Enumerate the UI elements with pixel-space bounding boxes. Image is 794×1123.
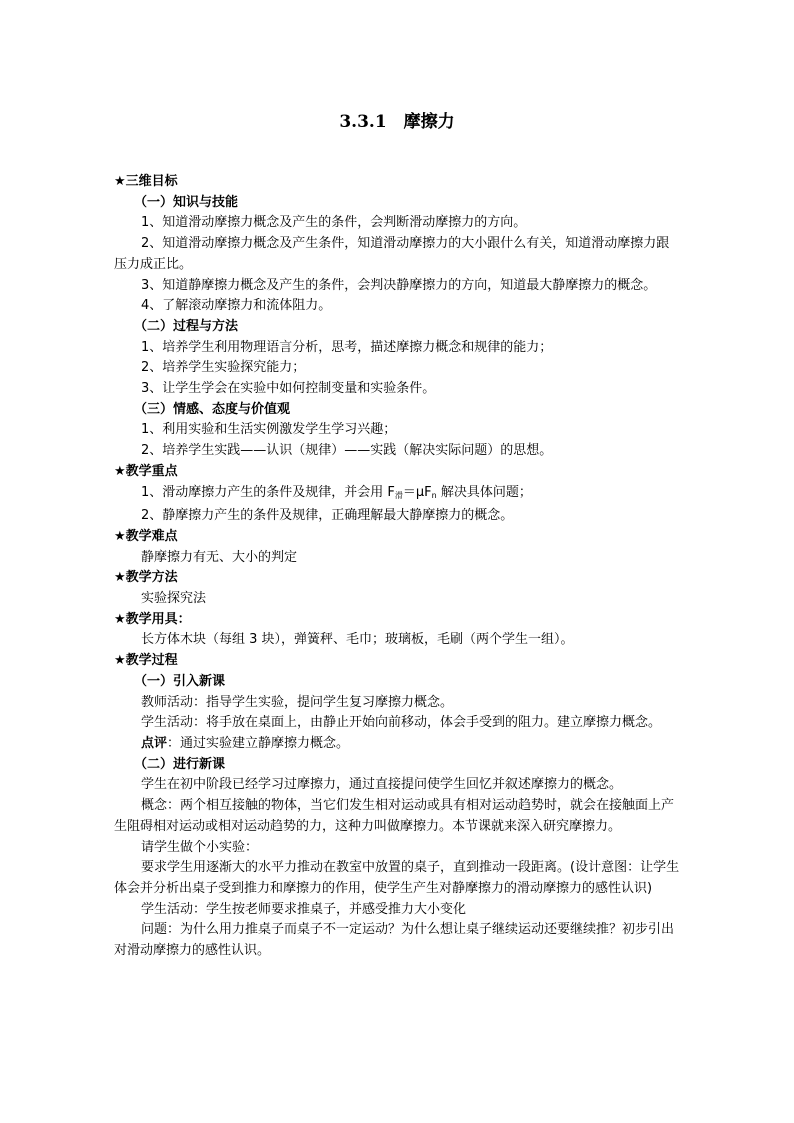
difficulty-heading: ★教学难点 (114, 528, 178, 544)
process-item-1: 1、培养学生利用物理语言分析，思考，描述摩擦力概念和规律的能力； (141, 339, 553, 355)
teaching-process-heading: ★教学过程 (114, 653, 178, 669)
new-lesson-p6: 问题：为什么用力推桌子而桌子不一定运动？为什么想让桌子继续运动还要继续推？初步引出对滑动摩擦力的感性认识。 (114, 922, 675, 959)
intro-comment-text: ：通过实验建立静摩擦力概念。 (167, 735, 350, 751)
key-point-1-formula: ＝μF (402, 484, 432, 500)
knowledge-heading: （一）知识与技能 (134, 194, 239, 210)
key-point-1-sub-normal: n (431, 490, 437, 500)
method-text: 实验探究法 (141, 591, 207, 607)
new-lesson-p1: 学生在初中阶段已经学习过摩擦力，通过直接提问使学生回忆并叙述摩擦力的概念。 (141, 777, 623, 793)
emotion-heading: （三）情感、态度与价值观 (134, 401, 291, 417)
key-point-2: 2、静摩擦力产生的条件及规律，正确理解最大静摩擦力的概念。 (141, 508, 514, 524)
process-heading: （二）过程与方法 (134, 318, 239, 334)
new-lesson-p4: 要求学生用逐渐大的水平力推动在教室中放置的桌子，直到推动一段距离。(设计意图：让学生体会并分析出桌子受到推力和摩擦力的作用，使学生产生对静摩擦力的滑动摩擦力的感性认识) (114, 860, 680, 896)
new-lesson-p2: 概念：两个相互接触的物体，当它们发生相对运动或具有相对运动趋势时，就会在接触面上产生阻碍相对运动或相对运动趋势的力，这种力叫做摩擦力。本节课就来深入研究摩擦力。 (114, 798, 675, 834)
key-points-heading: ★教学重点 (114, 463, 178, 479)
intro-comment-label: 点评 (141, 735, 168, 751)
key-point-1-sub-friction: 滑 (394, 490, 403, 500)
intro-heading: （一）引入新课 (134, 673, 226, 689)
key-point-1-after: 解决具体问题； (436, 484, 532, 500)
tools-text: 长方体木块（每组 3 块），弹簧秤、毛巾；玻璃板，毛刷（两个学生一组）。 (141, 632, 574, 648)
intro-comment (114, 734, 680, 755)
key-point-1 (114, 483, 680, 507)
process-item-2: 2、培养学生实验探究能力； (141, 360, 306, 376)
document-title: 3.3.1 摩擦力 (339, 112, 455, 132)
process-item-3: 3、让学生学会在实验中如何控制变量和实验条件。 (141, 381, 436, 397)
intro-teacher: 教师活动：指导学生实验，提问学生复习摩擦力概念。 (141, 694, 454, 710)
method-heading: ★教学方法 (114, 570, 178, 586)
intro-student: 学生活动：将手放在桌面上，由静止开始向前移动，体会手受到的阻力。建立摩擦力概念。 (141, 715, 662, 731)
document-body (114, 172, 680, 962)
new-lesson-p5: 学生活动：学生按老师要求推桌子，并感受推力大小变化 (141, 901, 467, 917)
knowledge-item-1: 1、知道滑动摩擦力概念及产生的条件，会判断滑动摩擦力的方向。 (141, 215, 527, 231)
key-point-1-before: 1、滑动摩擦力产生的条件及规律，并会用 F (141, 484, 395, 500)
emotion-item-1: 1、利用实验和生活实例激发学生学习兴趣； (141, 422, 397, 438)
knowledge-item-3: 3、知道静摩擦力概念及产生的条件，会判决静摩擦力的方向，知道最大静摩擦力的概念。 (141, 277, 657, 293)
tools-heading: ★教学用具： (114, 611, 191, 627)
objectives-heading: ★三维目标 (114, 174, 178, 189)
knowledge-item-2: 2、知道滑动摩擦力概念及产生条件，知道滑动摩擦力的大小跟什么有关，知道滑动摩擦力跟压力成正比。 (114, 236, 670, 272)
new-lesson-heading: （二）进行新课 (134, 756, 226, 772)
new-lesson-p3: 请学生做个小实验： (141, 839, 259, 855)
knowledge-item-4: 4、了解滚动摩擦力和流体阻力。 (141, 298, 332, 314)
difficulty-text: 静摩擦力有无、大小的判定 (141, 549, 298, 565)
emotion-item-2: 2、培养学生实践——认识（规律）——实践（解决实际问题）的思想。 (141, 443, 553, 459)
